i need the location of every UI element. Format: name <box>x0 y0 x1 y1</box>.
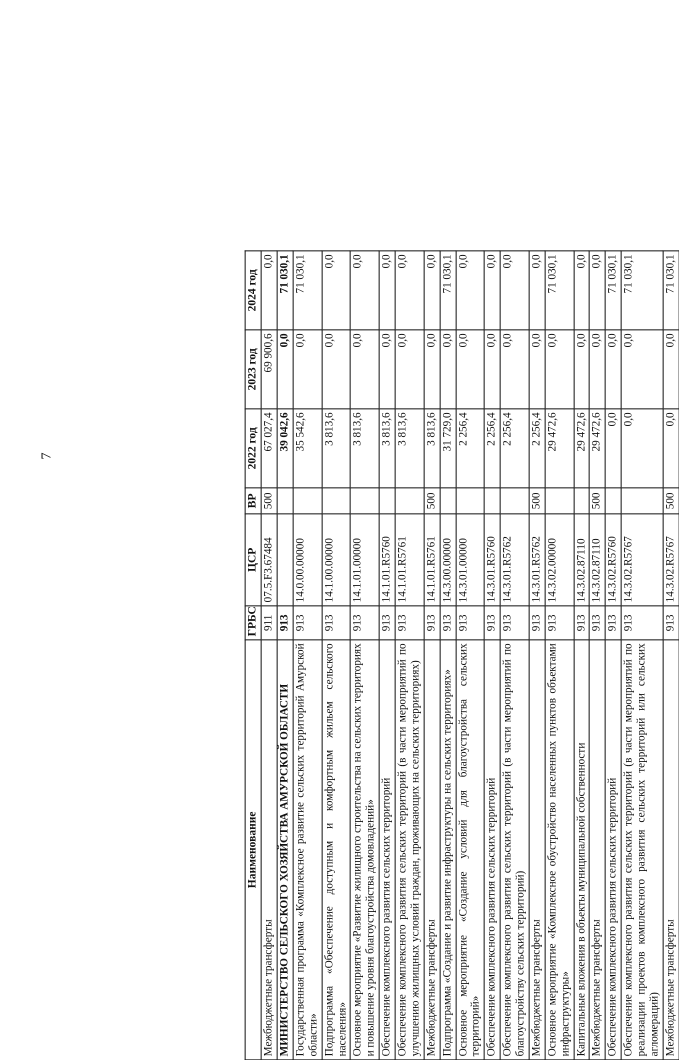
cell-name: Основное мероприятие «Комплексное обустройство населенных пунктов объектами инфраструктуры» <box>545 640 574 1060</box>
cell-grbs: 913 <box>529 606 545 640</box>
header-2022: 2022 год <box>245 409 261 488</box>
cell-vr <box>605 488 621 514</box>
header-name: Наименование <box>245 640 261 1060</box>
cell-csr: 14.3.02.87110 <box>590 514 606 606</box>
cell-y2023: 0,0 <box>590 330 606 409</box>
cell-grbs: 913 <box>663 606 679 640</box>
cell-y2023: 0,0 <box>500 330 529 409</box>
table-row <box>351 251 380 1060</box>
cell-y2024: 0,0 <box>590 251 606 330</box>
cell-vr: 500 <box>424 488 440 514</box>
cell-y2023: 0,0 <box>351 330 380 409</box>
cell-y2024: 0,0 <box>379 251 395 330</box>
cell-y2024: 0,0 <box>529 251 545 330</box>
cell-grbs: 913 <box>456 606 485 640</box>
cell-csr: 14.1.01.R5760 <box>379 514 395 606</box>
table-row <box>605 251 621 1060</box>
table-row <box>529 251 545 1060</box>
table-row <box>574 251 590 1060</box>
cell-csr: 14.3.00.00000 <box>440 514 456 606</box>
cell-y2024: 71 030,1 <box>621 251 663 330</box>
cell-y2023: 0,0 <box>605 330 621 409</box>
cell-name: МИНИСТЕРСТВО СЕЛЬСКОГО ХОЗЯЙСТВА АМУРСКОЙ ОБЛАСТИ <box>277 640 293 1060</box>
cell-y2022: 0,0 <box>621 409 663 488</box>
cell-grbs: 913 <box>424 606 440 640</box>
cell-csr: 14.3.02.R5760 <box>605 514 621 606</box>
cell-csr: 14.3.02.R5767 <box>663 514 679 606</box>
cell-vr <box>500 488 529 514</box>
table-row <box>322 251 351 1060</box>
cell-y2024: 0,0 <box>500 251 529 330</box>
cell-y2023: 0,0 <box>277 330 293 409</box>
cell-y2024: 0,0 <box>351 251 380 330</box>
cell-vr <box>379 488 395 514</box>
cell-y2023: 0,0 <box>424 330 440 409</box>
cell-csr: 14.0.00.00000 <box>293 514 322 606</box>
table-header-row <box>245 251 261 1060</box>
cell-vr <box>351 488 380 514</box>
cell-grbs: 911 <box>261 606 277 640</box>
header-2023: 2023 год <box>245 330 261 409</box>
table-row <box>484 251 500 1060</box>
cell-vr <box>395 488 424 514</box>
table-row <box>379 251 395 1060</box>
cell-csr: 07.5.F3.67484 <box>261 514 277 606</box>
cell-vr <box>440 488 456 514</box>
table-row <box>277 251 293 1060</box>
cell-y2022: 29 472,6 <box>590 409 606 488</box>
cell-csr: 14.3.01.R5762 <box>500 514 529 606</box>
cell-grbs: 913 <box>590 606 606 640</box>
cell-y2024: 0,0 <box>456 251 485 330</box>
cell-csr: 14.3.01.00000 <box>456 514 485 606</box>
cell-grbs: 913 <box>395 606 424 640</box>
cell-name: Обеспечение комплексного развития сельских территорий (в части мероприятий по реализации проектов комплексного развития сельских территорий или сельских агломераций) <box>621 640 663 1060</box>
cell-y2024: 0,0 <box>395 251 424 330</box>
cell-grbs: 913 <box>605 606 621 640</box>
cell-y2022: 67 027,4 <box>261 409 277 488</box>
header-csr: ЦСР <box>245 514 261 606</box>
table-row <box>293 251 322 1060</box>
cell-csr: 14.3.01.R5760 <box>484 514 500 606</box>
cell-y2022: 3 813,6 <box>424 409 440 488</box>
cell-y2024: 0,0 <box>322 251 351 330</box>
table-row <box>440 251 456 1060</box>
cell-name: Основное мероприятие «Создание условий для благоустройства сельских территорий» <box>456 640 485 1060</box>
cell-vr <box>322 488 351 514</box>
cell-vr <box>574 488 590 514</box>
cell-y2022: 39 042,6 <box>277 409 293 488</box>
rotated-page <box>245 250 679 1060</box>
cell-name: Подпрограмма «Обеспечение доступным и комфортным жильем сельского населения» <box>322 640 351 1060</box>
table-row <box>261 251 277 1060</box>
cell-name: Обеспечение комплексного развития сельских территорий (в части мероприятий по благоустройству сельских территорий) <box>500 640 529 1060</box>
cell-grbs: 913 <box>351 606 380 640</box>
cell-y2023: 0,0 <box>379 330 395 409</box>
header-vr: ВР <box>245 488 261 514</box>
cell-name: Межбюджетные трансферты <box>261 640 277 1060</box>
cell-name: Обеспечение комплексного развития сельских территорий <box>605 640 621 1060</box>
budget-table <box>245 250 679 1060</box>
cell-y2024: 71 030,1 <box>663 251 679 330</box>
cell-csr: 14.1.00.00000 <box>322 514 351 606</box>
cell-csr: 14.3.02.00000 <box>545 514 574 606</box>
cell-y2022: 0,0 <box>663 409 679 488</box>
cell-y2024: 0,0 <box>574 251 590 330</box>
cell-vr: 500 <box>261 488 277 514</box>
cell-vr: 500 <box>529 488 545 514</box>
cell-vr <box>545 488 574 514</box>
cell-y2022: 29 472,6 <box>545 409 574 488</box>
cell-y2022: 2 256,4 <box>529 409 545 488</box>
cell-name: Подпрограмма «Создание и развитие инфраструктуры на сельских территориях» <box>440 640 456 1060</box>
cell-y2022: 35 542,6 <box>293 409 322 488</box>
cell-vr: 500 <box>663 488 679 514</box>
cell-y2022: 3 813,6 <box>322 409 351 488</box>
table-row <box>500 251 529 1060</box>
cell-y2022: 3 813,6 <box>379 409 395 488</box>
cell-vr <box>293 488 322 514</box>
cell-name: Межбюджетные трансферты <box>529 640 545 1060</box>
cell-y2023: 0,0 <box>574 330 590 409</box>
cell-csr: 14.3.01.R5762 <box>529 514 545 606</box>
cell-y2023: 0,0 <box>440 330 456 409</box>
table-row <box>424 251 440 1060</box>
cell-name: Капитальные вложения в объекты муниципальной собственности <box>574 640 590 1060</box>
cell-y2024: 71 030,1 <box>440 251 456 330</box>
cell-y2022: 3 813,6 <box>351 409 380 488</box>
cell-y2024: 0,0 <box>424 251 440 330</box>
cell-y2024: 71 030,1 <box>545 251 574 330</box>
cell-y2023: 0,0 <box>663 330 679 409</box>
cell-csr: 14.3.02.R5767 <box>621 514 663 606</box>
cell-y2024: 0,0 <box>484 251 500 330</box>
cell-grbs: 913 <box>545 606 574 640</box>
cell-name: Обеспечение комплексного развития сельских территорий <box>379 640 395 1060</box>
cell-y2024: 71 030,1 <box>605 251 621 330</box>
cell-name: Обеспечение комплексного развития сельских территорий <box>484 640 500 1060</box>
cell-csr: 14.1.01.R5761 <box>395 514 424 606</box>
cell-y2022: 3 813,6 <box>395 409 424 488</box>
cell-name: Межбюджетные трансферты <box>590 640 606 1060</box>
header-grbs: ГРБС <box>245 606 261 640</box>
cell-y2023: 0,0 <box>545 330 574 409</box>
cell-grbs: 913 <box>322 606 351 640</box>
cell-csr <box>277 514 293 606</box>
cell-y2023: 0,0 <box>395 330 424 409</box>
cell-grbs: 913 <box>293 606 322 640</box>
table-row <box>663 251 679 1060</box>
cell-y2024: 71 030,1 <box>293 251 322 330</box>
cell-name: Основное мероприятие «Развитие жилищного строительства на сельских территориях и повышение уровня благоустройства домовладений» <box>351 640 380 1060</box>
cell-y2023: 0,0 <box>621 330 663 409</box>
cell-y2023: 0,0 <box>456 330 485 409</box>
cell-csr: 14.3.02.87110 <box>574 514 590 606</box>
cell-name: Обеспечение комплексного развития сельских территорий (в части мероприятий по улучшению жилищных условий граждан, проживающих на сельских территориях) <box>395 640 424 1060</box>
cell-y2023: 0,0 <box>529 330 545 409</box>
cell-grbs: 913 <box>484 606 500 640</box>
cell-y2023: 0,0 <box>484 330 500 409</box>
page-number: 7 <box>39 452 55 460</box>
table-row <box>545 251 574 1060</box>
table-row <box>590 251 606 1060</box>
cell-grbs: 913 <box>621 606 663 640</box>
cell-csr: 14.1.01.R5761 <box>424 514 440 606</box>
cell-grbs: 913 <box>500 606 529 640</box>
cell-y2022: 29 472,6 <box>574 409 590 488</box>
cell-vr <box>456 488 485 514</box>
cell-y2022: 2 256,4 <box>484 409 500 488</box>
cell-name: Межбюджетные трансферты <box>663 640 679 1060</box>
cell-vr: 500 <box>590 488 606 514</box>
cell-y2023: 69 900,6 <box>261 330 277 409</box>
table-row <box>456 251 485 1060</box>
cell-y2022: 0,0 <box>605 409 621 488</box>
cell-csr: 14.1.01.00000 <box>351 514 380 606</box>
cell-grbs: 913 <box>379 606 395 640</box>
cell-name: Межбюджетные трансферты <box>424 640 440 1060</box>
cell-y2022: 2 256,4 <box>500 409 529 488</box>
cell-vr <box>484 488 500 514</box>
cell-name: Государственная программа «Комплексное развитие сельских территорий Амурской области» <box>293 640 322 1060</box>
cell-y2023: 0,0 <box>293 330 322 409</box>
cell-y2023: 0,0 <box>322 330 351 409</box>
cell-grbs: 913 <box>440 606 456 640</box>
cell-y2022: 31 729,0 <box>440 409 456 488</box>
header-2024: 2024 год <box>245 251 261 330</box>
cell-vr <box>277 488 293 514</box>
cell-y2022: 2 256,4 <box>456 409 485 488</box>
table-row <box>395 251 424 1060</box>
cell-y2024: 0,0 <box>261 251 277 330</box>
table-row <box>621 251 663 1060</box>
cell-grbs: 913 <box>574 606 590 640</box>
cell-vr <box>621 488 663 514</box>
cell-grbs: 913 <box>277 606 293 640</box>
cell-y2024: 71 030,1 <box>277 251 293 330</box>
